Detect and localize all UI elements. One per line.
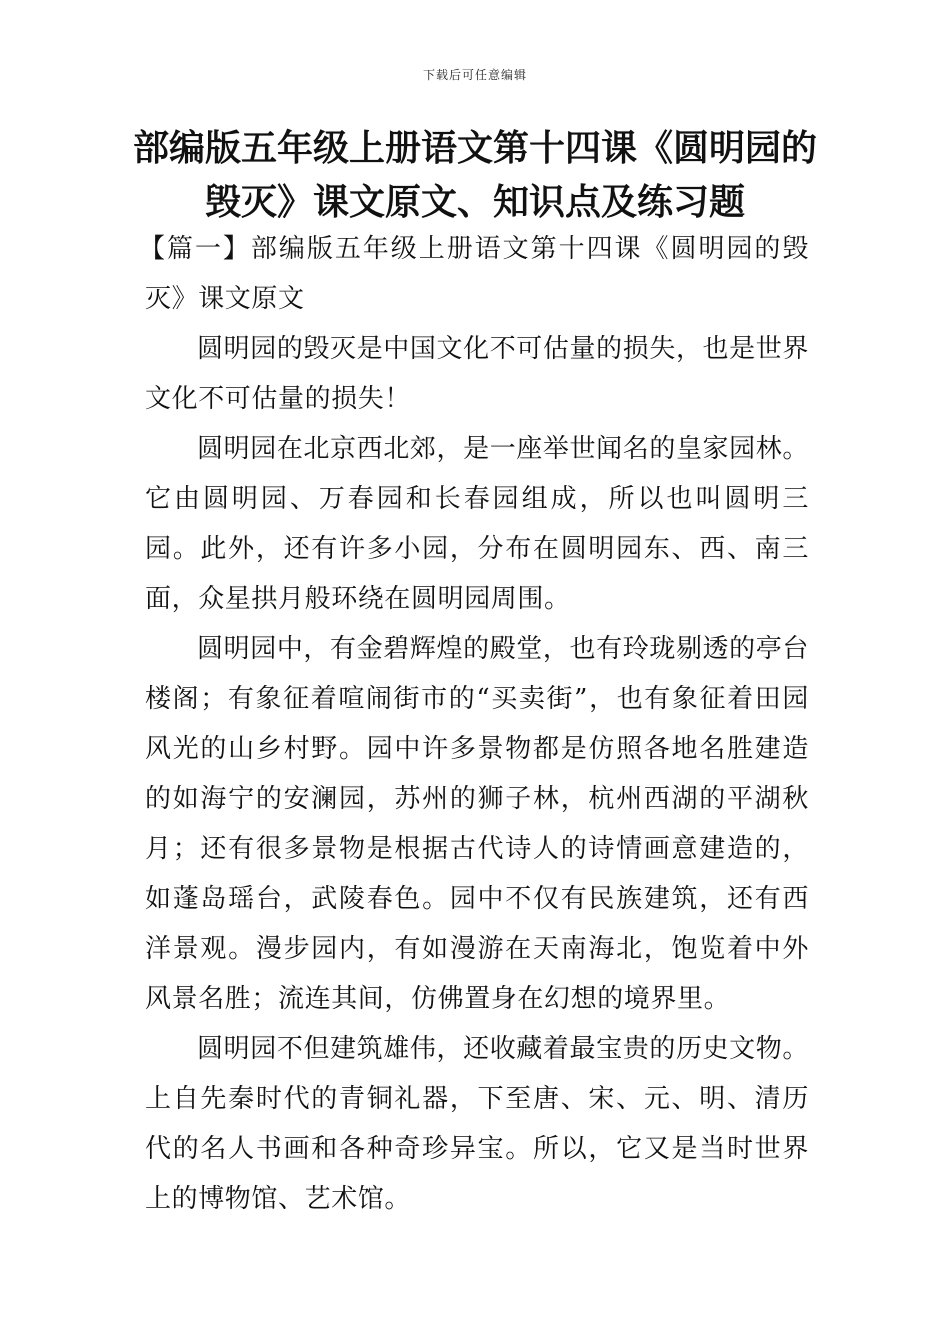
paragraph-4: 圆明园不但建筑雄伟，还收藏着最宝贵的历史文物。上自先秦时代的青铜礼器，下至唐、宋、元、明、清历代的名人书画和各种奇珍异宝。所以，它又是当时世界上的博物馆、艺术馆。 [145,1034,809,1214]
paragraph-3: 圆明园中，有金碧辉煌的殿堂，也有玲珑剔透的亭台楼阁；有象征着喧闹街市的“买卖街”，也有象征着田园风光的山乡村野。园中许多景物都是仿照各地名胜建造的如海宁的安澜园，苏州的狮子林，杭州西湖的平湖秋月；还有很多景物是根据古代诗人的诗情画意建造的，如蓬岛瑶台，武陵春色。园中不仅有民族建筑，还有西洋景观。漫步园内，有如漫游在天南海北，饱览着中外风景名胜；流连其间，仿佛置身在幻想的境界里。 [145,634,809,1014]
document-title: 部编版五年级上册语文第十四课《圆明园的毁灭》课文原文、知识点及练习题 [132,128,817,223]
header-note: 下载后可任意编辑 [422,68,527,82]
paragraph-1: 圆明园的毁灭是中国文化不可估量的损失，也是世界文化不可估量的损失！ [145,334,809,414]
section-heading: 【篇一】部编版五年级上册语文第十四课《圆明园的毁灭》课文原文 [139,234,809,314]
document-body [139,224,809,1224]
paragraph-2: 圆明园在北京西北郊，是一座举世闻名的皇家园林。它由圆明园、万春园和长春园组成，所以也叫圆明三园。此外，还有许多小园，分布在圆明园东、西、南三面，众星拱月般环绕在圆明园周围。 [145,434,809,614]
